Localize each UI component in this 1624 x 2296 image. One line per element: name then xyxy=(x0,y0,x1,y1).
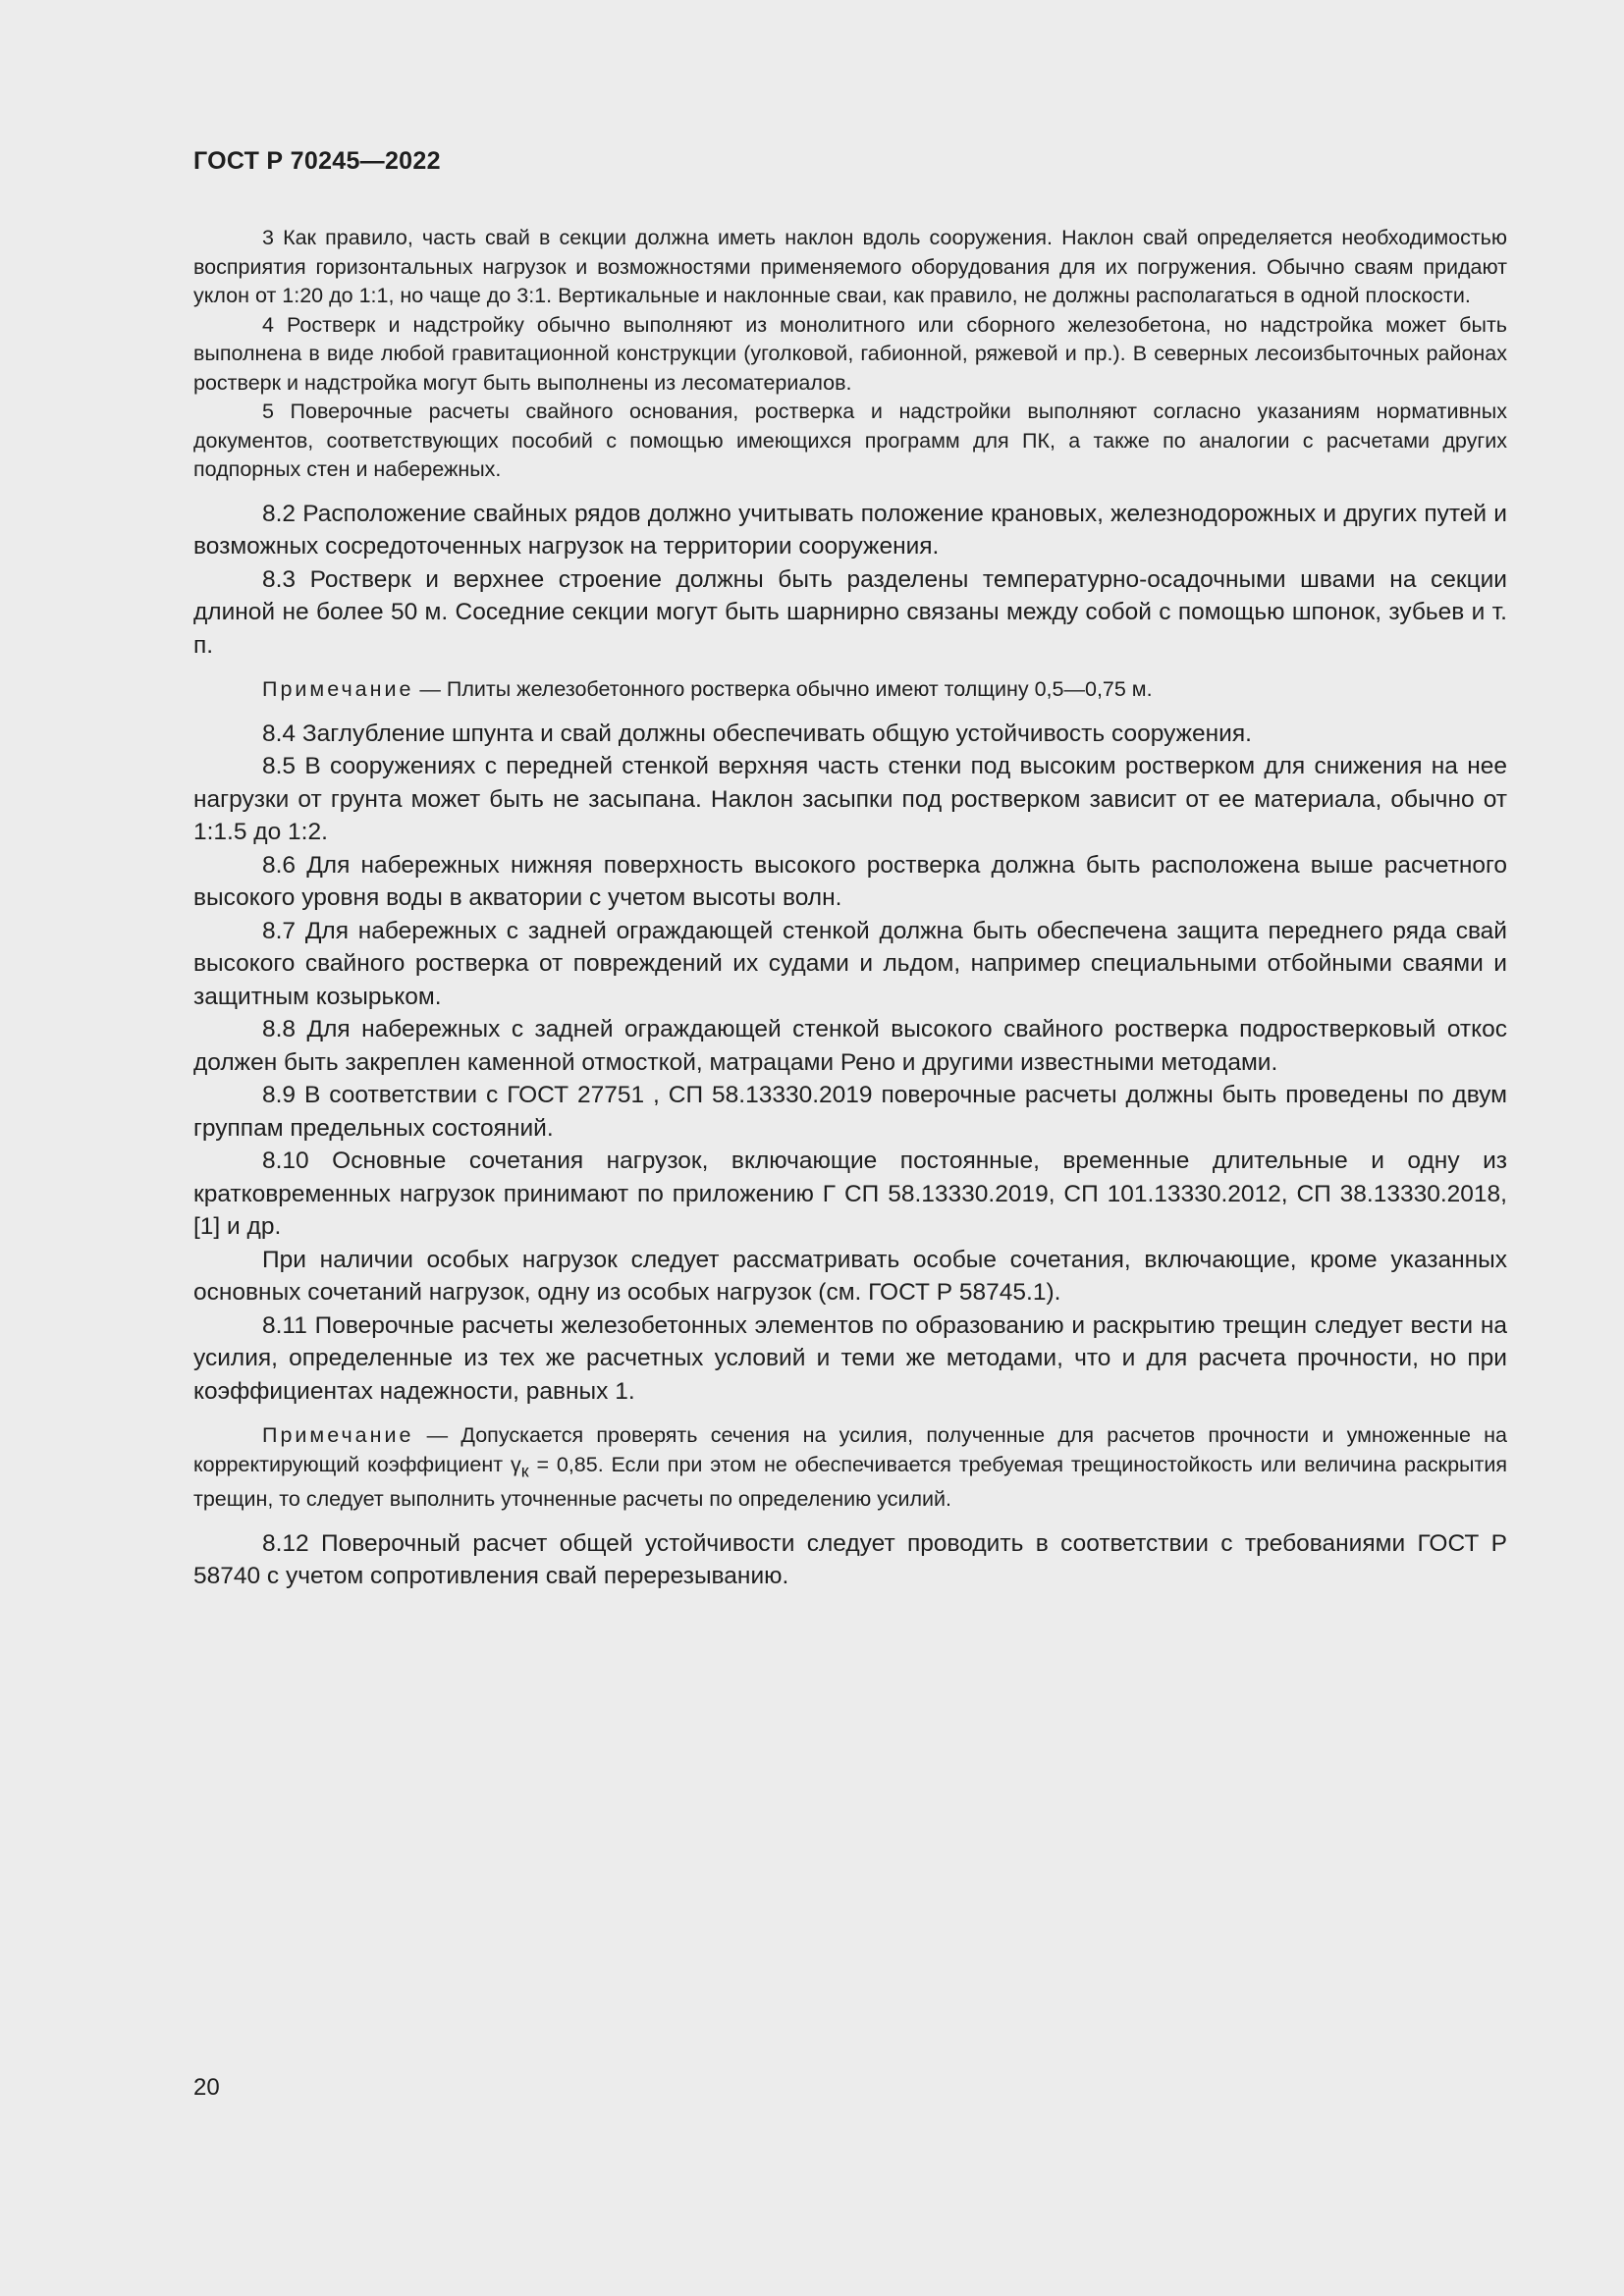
clause-8-12: 8.12 Поверочный расчет общей устойчивости следует проводить в соответствии с требованиями ГОСТ Р 58740 с учетом сопротивления свай перерезыванию. xyxy=(193,1529,1507,1590)
note-label: Примечание xyxy=(262,1423,414,1447)
note-plates-thickness xyxy=(193,675,1507,705)
gamma-symbol: γ xyxy=(510,1452,521,1476)
note-3-paragraph: 3 Как правило, часть свай в секции должна иметь наклон вдоль сооружения. Наклон свай определяется необходимостью восприятия горизонтальных нагрузок и возможностями применяемого оборудования для их погружения. Обычно сваям придают уклон от 1:20 до 1:1, но чаще до 3:1. Вертикальные и наклонные сваи, как правило, не должны располагаться в одной плоскости. xyxy=(193,226,1507,307)
clause-8-5: 8.5 В сооружениях с передней стенкой верхняя часть стенки под высоким ростверком для снижения на нее нагрузки от грунта может быть не засыпана. Наклон засыпки под ростверком зависит от ее материала, обычно от 1:1.5 до 1:2. xyxy=(193,753,1507,845)
note-text-before: — Допускается проверять сечения на усилия, полученные для расчетов прочности и умноженные на корректирующий коэффициент xyxy=(193,1423,1507,1476)
clause-8-3: 8.3 Ростверк и верхнее строение должны быть разделены температурно-осадочными швами на секции длиной не более 50 м. Соседние секции могут быть шарнирно связаны между собой с помощью шпонок, зубьев и т. п. xyxy=(193,565,1507,659)
page-number: 20 xyxy=(193,2074,220,2101)
clause-8-7: 8.7 Для набережных с задней ограждающей стенкой должна быть обеспечена защита переднего ряда свай высокого свайного ростверка от повреждений их судами и льдом, например специальными отбойными сваями и защитным козырьком. xyxy=(193,917,1507,1010)
note-4-paragraph: 4 Ростверк и надстройку обычно выполняют из монолитного или сборного железобетона, но надстройка может быть выполнена в виде любой гравитационной конструкции (уголковой, габионной, ряжевой и пр.). В северных лесоизбыточных районах ростверк и надстройка могут быть выполнены из лесоматериалов. xyxy=(193,312,1507,395)
clause-8-10: 8.10 Основные сочетания нагрузок, включающие постоянные, временные длительные и одну из кратковременных нагрузок принимают по приложению Г СП 58.13330.2019, СП 101.13330.2012, СП 38.13330.2018, [1] и др. xyxy=(193,1148,1507,1240)
clause-8-10-special-loads: При наличии особых нагрузок следует рассматривать особые сочетания, включающие, кроме указанных основных сочетаний нагрузок, одну из особых нагрузок (см. ГОСТ Р 58745.1). xyxy=(193,1246,1507,1306)
document-header: ГОСТ Р 70245—2022 xyxy=(193,147,441,175)
note-correction-coefficient xyxy=(193,1421,1507,1515)
clause-8-4: 8.4 Заглубление шпунта и свай должны обеспечивать общую устойчивость сооружения. xyxy=(262,720,1252,747)
clause-8-11: 8.11 Поверочные расчеты железобетонных элементов по образованию и раскрытию трещин следует вести на усилия, определенные из тех же расчетных условий и теми же методами, что и для расчета прочности, но при коэффициентах надежности, равных 1. xyxy=(193,1311,1507,1405)
gamma-subscript: к xyxy=(520,1460,529,1480)
clause-8-9: 8.9 В соответствии с ГОСТ 27751 , СП 58.13330.2019 поверочные расчеты должны быть проведены по двум группам предельных состояний. xyxy=(193,1082,1507,1142)
clause-8-6: 8.6 Для набережных нижняя поверхность высокого ростверка должна быть расположена выше расчетного высокого уровня воды в акватории с учетом высоты волн. xyxy=(193,851,1507,911)
note-label: Примечание xyxy=(262,677,414,701)
note-text-after: = 0,85. Если при этом не обеспечивается требуемая трещиностойкость или величина раскрытия трещин, то следует выполнить уточненные расчеты по определению усилий. xyxy=(193,1452,1507,1512)
note-text: — Плиты железобетонного ростверка обычно имеют толщину 0,5—0,75 м. xyxy=(413,677,1153,701)
clause-8-2: 8.2 Расположение свайных рядов должно учитывать положение крановых, железнодорожных и других путей и возможных сосредоточенных нагрузок на территории сооружения. xyxy=(193,500,1507,560)
document-body xyxy=(193,224,1507,1593)
note-5-paragraph: 5 Поверочные расчеты свайного основания, ростверка и надстройки выполняют согласно указаниям нормативных документов, соответствующих пособий с помощью имеющихся программ для ПК, а также по аналогии с расчетами других подпорных стен и набережных. xyxy=(193,400,1507,481)
clause-8-8: 8.8 Для набережных с задней ограждающей стенкой высокого свайного ростверка подростверковый откос должен быть закреплен каменной отмосткой, матрацами Рено и другими известными методами. xyxy=(193,1016,1507,1076)
